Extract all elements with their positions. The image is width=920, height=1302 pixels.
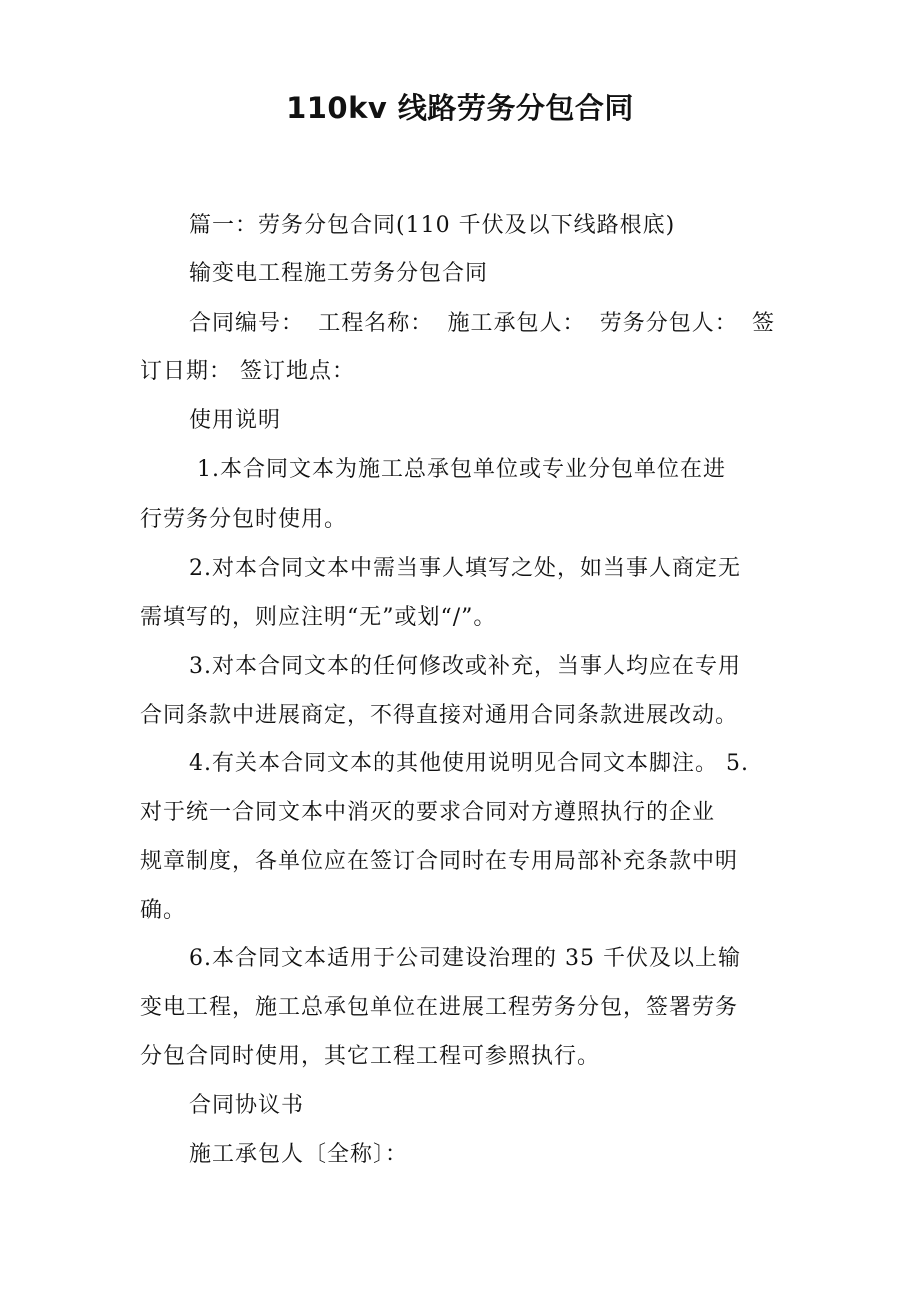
field-sign-prefix: 签 [751, 311, 775, 336]
usage-heading: 使用说明 [189, 408, 282, 433]
usage-item-3-cont: 合同条款中进展商定，不得直接对通用合同条款进展改动。 [140, 703, 739, 728]
usage-item-3: 3.对本合同文本的任何修改或补充，当事人均应在专用 [189, 654, 741, 679]
sign-date-place: 订日期： 签订地点： [140, 359, 355, 384]
section-heading: 篇一：劳务分包合同(110 千伏及以下线路根底) [189, 213, 676, 238]
field-subcontractor: 劳务分包人： [599, 311, 738, 336]
agreement-heading: 合同协议书 [189, 1093, 305, 1118]
usage-item-6: 6.本合同文本适用于公司建设治理的 35 千伏及以上输 [189, 946, 741, 971]
contract-fields-row [189, 309, 775, 339]
field-contract-number: 合同编号： [189, 311, 305, 336]
usage-item-1-cont: 行劳务分包时使用。 [140, 507, 348, 532]
document-title: 110kv 线路劳务分包合同 [286, 91, 634, 125]
contract-name: 输变电工程施工劳务分包合同 [189, 261, 489, 286]
usage-item-2-cont: 需填写的，则应注明“无”或划“/”。 [140, 605, 497, 630]
usage-item-5-line-2: 规章制度，各单位应在签订合同时在专用局部补充条款中明 [140, 849, 739, 874]
field-project-name: 工程名称： [318, 311, 434, 336]
field-contractor: 施工承包人： [447, 311, 586, 336]
usage-item-5-line-3: 确。 [140, 898, 187, 923]
contractor-fullname-field: 施工承包人〔全称〕： [189, 1142, 409, 1167]
usage-item-1: 1.本合同文本为施工总承包单位或专业分包单位在进 [189, 457, 726, 482]
usage-item-5-line-1: 对于统一合同文本中消灭的要求合同对方遵照执行的企业 [140, 800, 716, 825]
usage-item-2: 2.对本合同文本中需当事人填写之处，如当事人商定无 [189, 556, 741, 581]
usage-item-4: 4.有关本合同文本的其他使用说明见合同文本脚注。 5. [189, 751, 749, 776]
usage-item-6-line-3: 分包合同时使用，其它工程工程可参照执行。 [140, 1044, 601, 1069]
usage-item-6-line-2: 变电工程，施工总承包单位在进展工程劳务分包，签署劳务 [140, 995, 739, 1020]
